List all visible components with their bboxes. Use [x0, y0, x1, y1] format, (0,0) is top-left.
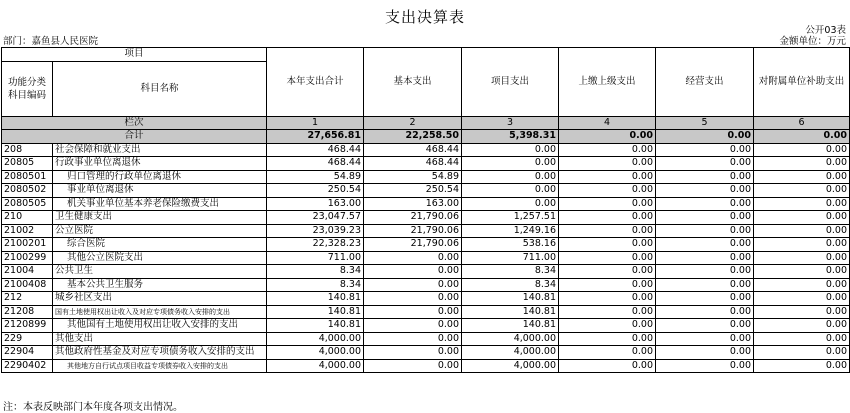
total-header: 本年支出合计 — [267, 48, 364, 117]
index-cell: 1 — [267, 116, 364, 130]
amount-cell: 8.34 — [267, 278, 364, 292]
total-value: 0.00 — [559, 130, 656, 144]
amount-cell: 0.00 — [559, 332, 656, 346]
amount-cell: 0.00 — [754, 224, 850, 238]
table-row — [2, 251, 850, 265]
amount-cell: 4,000.00 — [267, 332, 364, 346]
amount-cell: 140.81 — [462, 292, 559, 306]
amount-cell: 4,000.00 — [462, 359, 559, 373]
table-row — [2, 143, 850, 157]
subject-name: 其他地方自行试点项目收益专项债券收入安排的支出 — [53, 359, 267, 373]
amount-cell: 0.00 — [656, 319, 754, 333]
subject-code: 2100299 — [2, 251, 53, 265]
table-row — [2, 319, 850, 333]
amount-cell: 0.00 — [559, 305, 656, 319]
table-row — [2, 359, 850, 373]
subject-name: 机关事业单位基本养老保险缴费支出 — [53, 197, 267, 211]
table-row — [2, 238, 850, 252]
amount-cell: 0.00 — [656, 170, 754, 184]
index-cell: 5 — [656, 116, 754, 130]
subject-header: 科目名称 — [53, 61, 267, 116]
amount-cell: 54.89 — [364, 170, 462, 184]
total-value: 22,258.50 — [364, 130, 462, 144]
subject-name: 其他政府性基金及对应专项债务收入安排的支出 — [53, 346, 267, 360]
amount-cell: 0.00 — [559, 197, 656, 211]
amount-cell: 23,039.23 — [267, 224, 364, 238]
subject-code: 2290402 — [2, 359, 53, 373]
amount-cell: 711.00 — [267, 251, 364, 265]
func-code-header: 功能分类科目编码 — [2, 61, 53, 116]
subject-name: 行政事业单位离退休 — [53, 157, 267, 171]
index-cell: 4 — [559, 116, 656, 130]
amount-cell: 0.00 — [656, 211, 754, 225]
amount-cell: 0.00 — [754, 265, 850, 279]
amount-cell: 0.00 — [559, 278, 656, 292]
index-cell: 6 — [754, 116, 850, 130]
amount-cell: 8.34 — [462, 278, 559, 292]
index-row — [2, 116, 850, 130]
amount-cell: 0.00 — [754, 184, 850, 198]
amount-cell: 468.44 — [267, 157, 364, 171]
amount-cell: 250.54 — [364, 184, 462, 198]
table-row — [2, 157, 850, 171]
amount-cell: 0.00 — [754, 238, 850, 252]
amount-cell: 0.00 — [754, 305, 850, 319]
amount-cell: 0.00 — [364, 265, 462, 279]
unit-label: 金额单位：万元 — [779, 36, 846, 47]
amount-cell: 0.00 — [559, 346, 656, 360]
subject-code: 20805 — [2, 157, 53, 171]
amount-cell: 1,249.16 — [462, 224, 559, 238]
amount-cell: 538.16 — [462, 238, 559, 252]
amount-cell: 0.00 — [754, 319, 850, 333]
amount-cell: 0.00 — [559, 292, 656, 306]
table-row — [2, 224, 850, 238]
subject-code: 212 — [2, 292, 53, 306]
operating-header: 经营支出 — [656, 48, 754, 117]
amount-cell: 0.00 — [462, 170, 559, 184]
report-title: 支出决算表 — [384, 8, 465, 26]
amount-cell: 0.00 — [656, 224, 754, 238]
table-row — [2, 184, 850, 198]
amount-cell: 0.00 — [656, 292, 754, 306]
amount-cell: 0.00 — [364, 359, 462, 373]
amount-cell: 468.44 — [364, 143, 462, 157]
index-cell: 3 — [462, 116, 559, 130]
subject-code: 2100201 — [2, 238, 53, 252]
amount-cell: 468.44 — [267, 143, 364, 157]
subject-code: 210 — [2, 211, 53, 225]
subject-code: 229 — [2, 332, 53, 346]
table-row — [2, 346, 850, 360]
item-header: 项目 — [2, 48, 267, 62]
subject-name: 综合医院 — [53, 238, 267, 252]
index-cell: 2 — [364, 116, 462, 130]
amount-cell: 0.00 — [559, 184, 656, 198]
amount-cell: 140.81 — [267, 292, 364, 306]
amount-cell: 0.00 — [364, 346, 462, 360]
index-label: 栏次 — [2, 116, 267, 130]
amount-cell: 0.00 — [754, 359, 850, 373]
amount-cell: 0.00 — [656, 346, 754, 360]
amount-cell: 0.00 — [364, 332, 462, 346]
amount-cell: 8.34 — [462, 265, 559, 279]
amount-cell: 0.00 — [559, 359, 656, 373]
amount-cell: 0.00 — [462, 184, 559, 198]
amount-cell: 22,328.23 — [267, 238, 364, 252]
amount-cell: 0.00 — [754, 278, 850, 292]
amount-cell: 0.00 — [754, 332, 850, 346]
subject-code: 21208 — [2, 305, 53, 319]
subject-code: 2120899 — [2, 319, 53, 333]
total-label: 合计 — [2, 130, 267, 144]
table-row — [2, 292, 850, 306]
amount-cell: 23,047.57 — [267, 211, 364, 225]
table-row — [2, 170, 850, 184]
subject-name: 公共卫生 — [53, 265, 267, 279]
amount-cell: 0.00 — [364, 292, 462, 306]
amount-cell: 0.00 — [754, 157, 850, 171]
basic-header: 基本支出 — [364, 48, 462, 117]
amount-cell: 21,790.06 — [364, 211, 462, 225]
subsidy-header: 对附属单位补助支出 — [754, 48, 850, 117]
subject-name: 事业单位离退休 — [53, 184, 267, 198]
amount-cell: 21,790.06 — [364, 238, 462, 252]
amount-cell: 250.54 — [267, 184, 364, 198]
project-header: 项目支出 — [462, 48, 559, 117]
subject-code: 208 — [2, 143, 53, 157]
amount-cell: 0.00 — [656, 332, 754, 346]
subject-code: 21002 — [2, 224, 53, 238]
amount-cell: 163.00 — [267, 197, 364, 211]
table-row — [2, 278, 850, 292]
upper-header: 上缴上级支出 — [559, 48, 656, 117]
amount-cell: 4,000.00 — [267, 346, 364, 360]
amount-cell: 0.00 — [364, 319, 462, 333]
amount-cell: 140.81 — [267, 305, 364, 319]
amount-cell: 0.00 — [559, 143, 656, 157]
amount-cell: 0.00 — [559, 251, 656, 265]
subject-code: 2080501 — [2, 170, 53, 184]
amount-cell: 0.00 — [462, 143, 559, 157]
amount-cell: 4,000.00 — [462, 332, 559, 346]
subject-name: 其他支出 — [53, 332, 267, 346]
department-label: 部门：嘉鱼县人民医院 — [3, 36, 99, 47]
amount-cell: 4,000.00 — [462, 346, 559, 360]
amount-cell: 0.00 — [656, 197, 754, 211]
total-row — [2, 130, 850, 144]
subject-code: 21004 — [2, 265, 53, 279]
amount-cell: 0.00 — [656, 265, 754, 279]
subject-code: 2100408 — [2, 278, 53, 292]
amount-cell: 0.00 — [364, 305, 462, 319]
amount-cell: 0.00 — [754, 143, 850, 157]
table-row — [2, 265, 850, 279]
amount-cell: 0.00 — [559, 319, 656, 333]
total-value: 0.00 — [754, 130, 850, 144]
subject-code: 2080502 — [2, 184, 53, 198]
subject-name: 基本公共卫生服务 — [53, 278, 267, 292]
footnote: 注：本表反映部门本年度各项支出情况。 — [3, 402, 183, 413]
amount-cell: 468.44 — [364, 157, 462, 171]
amount-cell: 711.00 — [462, 251, 559, 265]
subject-name: 社会保障和就业支出 — [53, 143, 267, 157]
amount-cell: 0.00 — [364, 251, 462, 265]
amount-cell: 0.00 — [559, 157, 656, 171]
amount-cell: 0.00 — [754, 170, 850, 184]
amount-cell: 0.00 — [656, 157, 754, 171]
amount-cell: 0.00 — [656, 305, 754, 319]
amount-cell: 0.00 — [364, 278, 462, 292]
amount-cell: 0.00 — [754, 292, 850, 306]
table-row — [2, 305, 850, 319]
amount-cell: 0.00 — [754, 251, 850, 265]
subject-name: 其他国有土地使用权出让收入安排的支出 — [53, 319, 267, 333]
subject-name: 国有土地使用权出让收入及对应专项债务收入安排的支出 — [53, 305, 267, 319]
amount-cell: 163.00 — [364, 197, 462, 211]
amount-cell: 0.00 — [656, 251, 754, 265]
amount-cell: 0.00 — [559, 211, 656, 225]
amount-cell: 0.00 — [754, 197, 850, 211]
amount-cell: 0.00 — [754, 346, 850, 360]
subject-code: 22904 — [2, 346, 53, 360]
total-value: 0.00 — [656, 130, 754, 144]
amount-cell: 0.00 — [559, 265, 656, 279]
amount-cell: 0.00 — [462, 197, 559, 211]
amount-cell: 54.89 — [267, 170, 364, 184]
subject-name: 城乡社区支出 — [53, 292, 267, 306]
amount-cell: 0.00 — [462, 157, 559, 171]
amount-cell: 1,257.51 — [462, 211, 559, 225]
amount-cell: 21,790.06 — [364, 224, 462, 238]
amount-cell: 140.81 — [267, 319, 364, 333]
amount-cell: 0.00 — [559, 224, 656, 238]
subject-name: 归口管理的行政单位离退休 — [53, 170, 267, 184]
amount-cell: 4,000.00 — [267, 359, 364, 373]
subject-code: 2080505 — [2, 197, 53, 211]
amount-cell: 0.00 — [754, 211, 850, 225]
amount-cell: 0.00 — [559, 238, 656, 252]
amount-cell: 140.81 — [462, 319, 559, 333]
amount-cell: 0.00 — [559, 170, 656, 184]
subject-name: 公立医院 — [53, 224, 267, 238]
amount-cell: 0.00 — [656, 238, 754, 252]
subject-name: 卫生健康支出 — [53, 211, 267, 225]
amount-cell: 140.81 — [462, 305, 559, 319]
amount-cell: 0.00 — [656, 184, 754, 198]
amount-cell: 0.00 — [656, 278, 754, 292]
table-row — [2, 197, 850, 211]
amount-cell: 0.00 — [656, 359, 754, 373]
expenditure-table — [1, 47, 850, 373]
total-value: 27,656.81 — [267, 130, 364, 144]
amount-cell: 0.00 — [656, 143, 754, 157]
form-code: 公开03表 — [805, 25, 846, 36]
amount-cell: 8.34 — [267, 265, 364, 279]
table-row — [2, 211, 850, 225]
subject-name: 其他公立医院支出 — [53, 251, 267, 265]
table-row — [2, 332, 850, 346]
total-value: 5,398.31 — [462, 130, 559, 144]
